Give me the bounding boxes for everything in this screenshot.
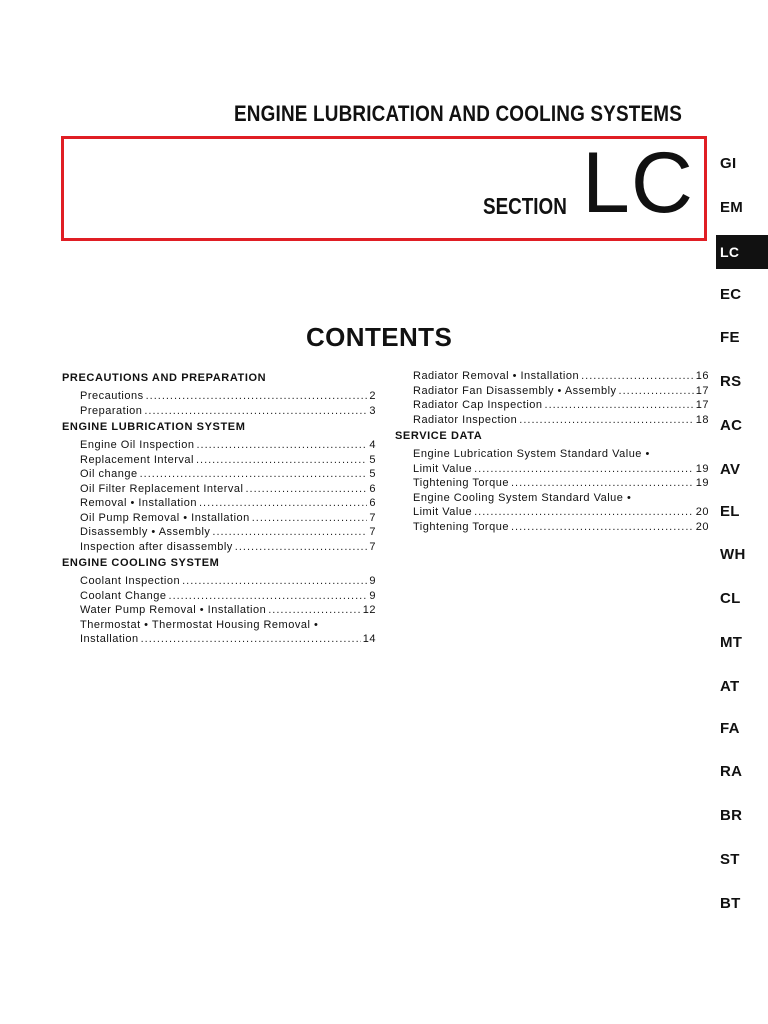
toc-entry[interactable] [80,404,376,419]
toc-entry-title: Tightening Torque [413,520,509,533]
toc-leader-dots [146,389,368,404]
tab-rs[interactable]: RS [720,373,742,390]
toc-page-number: 7 [369,540,376,553]
toc-entry-title: Inspection after disassembly [80,540,233,553]
toc-page-number: 5 [369,468,376,480]
toc-leader-dots [545,398,694,413]
toc-entry[interactable] [80,618,376,647]
toc-page-number: 6 [369,497,376,509]
toc-page-number: 2 [369,390,376,402]
toc-entry-title: Tightening Torque [413,477,509,489]
toc-leader-dots [196,438,367,453]
toc-page-number: 7 [369,526,376,538]
toc-page-number: 17 [695,399,709,411]
toc-leader-dots [141,632,361,647]
toc-leader-dots [474,505,694,520]
tab-cl[interactable]: CL [720,590,741,607]
toc-entry-title: Radiator Cap Inspection [413,399,543,411]
toc-entry[interactable] [80,603,376,618]
toc-entry[interactable] [80,574,376,589]
toc-page-number: 3 [369,404,376,417]
toc-page-number: 17 [695,384,709,397]
toc-page-number: 20 [695,506,709,518]
toc-entry[interactable] [413,491,709,520]
toc-entry-title: Limit Value [413,462,473,475]
toc-leader-dots [169,589,368,604]
toc-entry-title: Coolant Change [80,589,167,602]
toc-page-number: 14 [362,633,376,645]
toc-page-number: 7 [369,511,376,524]
toc-page-number: 19 [695,462,709,475]
page-header-title: ENGINE LUBRICATION AND COOLING SYSTEMS [234,101,683,126]
toc-entry[interactable] [80,496,376,511]
toc-entry-title: Removal • Installation [80,497,197,509]
section-code: LC [582,135,694,231]
toc-leader-dots [140,467,368,482]
toc-page-number: 9 [369,575,376,587]
tab-gi[interactable]: GI [720,155,737,172]
toc-page-number: 20 [695,520,709,533]
toc-entry[interactable] [80,525,376,540]
toc-entry[interactable] [80,589,376,604]
toc-leader-dots [519,413,693,428]
toc-entry-title: Replacement Interval [80,453,194,466]
tab-ac[interactable]: AC [720,417,743,434]
tab-el[interactable]: EL [720,503,740,520]
toc-entry[interactable] [80,482,376,497]
toc-entry-title: Disassembly • Assembly [80,526,211,538]
tab-em[interactable]: EM [720,199,744,216]
toc-entry[interactable] [413,476,709,491]
toc-section-heading: ENGINE LUBRICATION SYSTEM [62,421,246,433]
toc-entry[interactable] [413,384,709,399]
toc-entry[interactable] [413,398,709,413]
tab-wh[interactable]: WH [720,546,746,563]
toc-entry-title: Limit Value [413,506,473,518]
toc-entry-title: Oil Pump Removal • Installation [80,511,250,524]
toc-leader-dots [511,520,694,535]
tab-av[interactable]: AV [720,461,741,478]
toc-entry-title: Engine Cooling System Standard Value • [413,491,632,504]
toc-entry-title: Engine Oil Inspection [80,439,195,451]
toc-leader-dots [212,525,367,540]
toc-entry-title: Radiator Removal • Installation [413,370,580,382]
toc-section-heading: SERVICE DATA [395,430,483,442]
toc-leader-dots [619,384,694,399]
toc-entry[interactable] [80,540,376,555]
toc-page-number: 9 [369,589,376,602]
toc-entry-title: Thermostat • Thermostat Housing Removal • [80,618,319,631]
tab-at[interactable]: AT [720,678,740,695]
tab-lc[interactable]: LC [716,235,768,269]
tab-ec[interactable]: EC [720,286,742,303]
tab-bt[interactable]: BT [720,895,741,912]
toc-leader-dots [474,462,694,477]
tab-fe[interactable]: FE [720,329,740,346]
toc-leader-dots [144,404,367,419]
toc-entry-title: Preparation [80,404,143,417]
toc-entry-title: Coolant Inspection [80,575,181,587]
toc-entry-title: Radiator Fan Disassembly • Assembly [413,384,617,397]
toc-page-number: 16 [695,370,709,382]
toc-entry[interactable] [80,453,376,468]
toc-entry[interactable] [413,520,709,535]
toc-leader-dots [245,482,367,497]
toc-right-column [395,369,709,534]
tab-st[interactable]: ST [720,851,740,868]
toc-entry[interactable] [413,447,709,476]
section-label: SECTION [483,193,567,219]
toc-entry[interactable] [80,389,376,404]
toc-entry-title: Oil Filter Replacement Interval [80,482,244,495]
toc-entry-title: Installation [80,633,139,645]
toc-entry[interactable] [413,413,709,428]
toc-entry[interactable] [413,369,709,384]
toc-entry[interactable] [80,438,376,453]
toc-leader-dots [199,496,367,511]
toc-leader-dots [511,476,694,491]
toc-entry-title: Oil change [80,468,138,480]
tab-mt[interactable]: MT [720,634,743,651]
toc-page-number: 4 [369,439,376,451]
toc-entry[interactable] [80,467,376,482]
toc-entry-title: Radiator Inspection [413,413,518,426]
toc-entry-title: Precautions [80,390,144,402]
toc-left-column [62,369,376,647]
toc-leader-dots [196,453,367,468]
toc-page-number: 6 [369,482,376,495]
toc-leader-dots [235,540,368,555]
tab-ra[interactable]: RA [720,763,743,780]
toc-section-heading: ENGINE COOLING SYSTEM [62,557,220,569]
toc-leader-dots [182,574,367,589]
toc-leader-dots [268,603,361,618]
toc-section-heading: PRECAUTIONS AND PREPARATION [62,372,267,384]
toc-entry[interactable] [80,511,376,526]
toc-page-number: 5 [369,453,376,466]
toc-entry-title: Engine Lubrication System Standard Value • [413,448,650,460]
toc-entry-title: Water Pump Removal • Installation [80,604,267,616]
contents-title: CONTENTS [306,322,453,352]
toc-page-number: 18 [695,413,709,426]
tab-br[interactable]: BR [720,807,743,824]
toc-leader-dots [252,511,368,526]
toc-leader-dots [581,369,694,384]
toc-page-number: 19 [695,477,709,489]
tab-fa[interactable]: FA [720,720,740,737]
toc-page-number: 12 [362,604,376,616]
